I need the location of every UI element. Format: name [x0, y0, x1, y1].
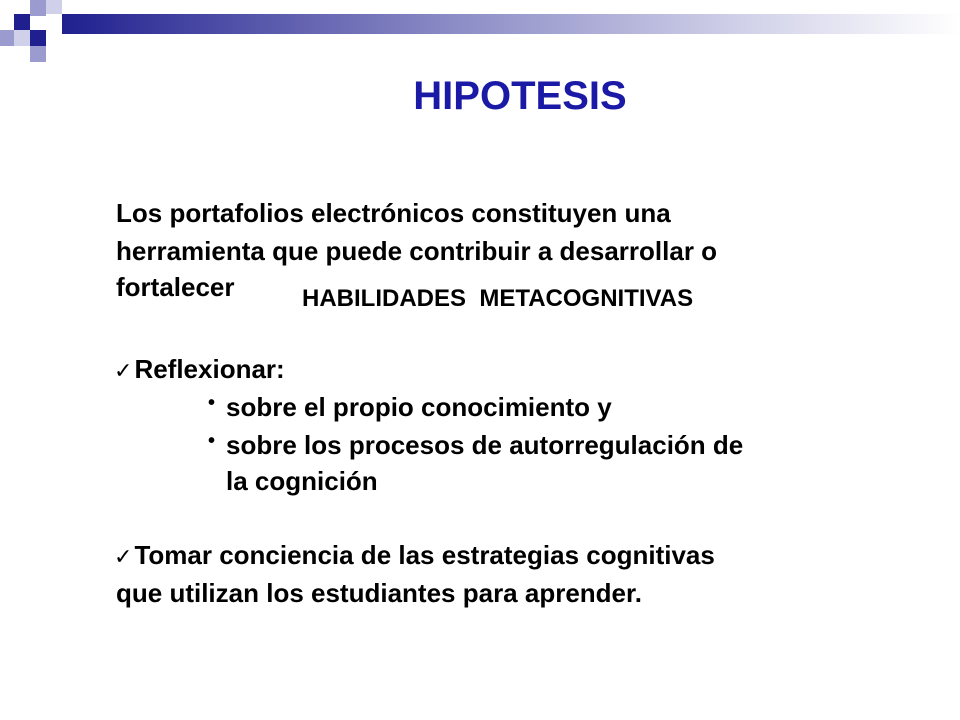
check-item-tomar-conciencia	[114, 536, 715, 576]
deco-square-1	[14, 14, 30, 30]
header-gradient-bar	[62, 14, 960, 34]
intro-line-3: fortalecer	[116, 272, 235, 302]
bullet-dot-icon: •	[208, 430, 216, 452]
check-item-label: Reflexionar:	[134, 354, 285, 384]
deco-square-6	[30, 30, 46, 46]
bullet-item-2-continuation: la cognición	[226, 466, 378, 496]
checkmark-icon: ✓	[114, 544, 133, 569]
checkmark-icon: ✓	[114, 358, 133, 383]
deco-square-2	[30, 0, 46, 16]
deco-square-7	[30, 46, 46, 62]
intro-line-2: herramienta que puede contribuir a desarrollar o	[116, 236, 718, 266]
emphasis-text: HABILIDADES METACOGNITIVAS	[302, 285, 694, 312]
bullet-dot-icon: •	[208, 392, 216, 414]
deco-square-5	[14, 30, 30, 46]
bullet-item-2: sobre los procesos de autorregulación de	[226, 430, 744, 460]
slide-title: HIPOTESIS	[413, 74, 627, 118]
deco-square-4	[0, 30, 14, 46]
bullet-item-1: sobre el propio conocimiento y	[226, 392, 612, 422]
check-item-label: Tomar conciencia de las estrategias cognitivas	[134, 540, 715, 570]
intro-line-1: Los portafolios electrónicos constituyen una	[116, 198, 671, 228]
check-item-reflexionar	[114, 350, 285, 390]
check-item-continuation: que utilizan los estudiantes para aprender.	[116, 578, 642, 608]
deco-square-3	[46, 0, 62, 14]
